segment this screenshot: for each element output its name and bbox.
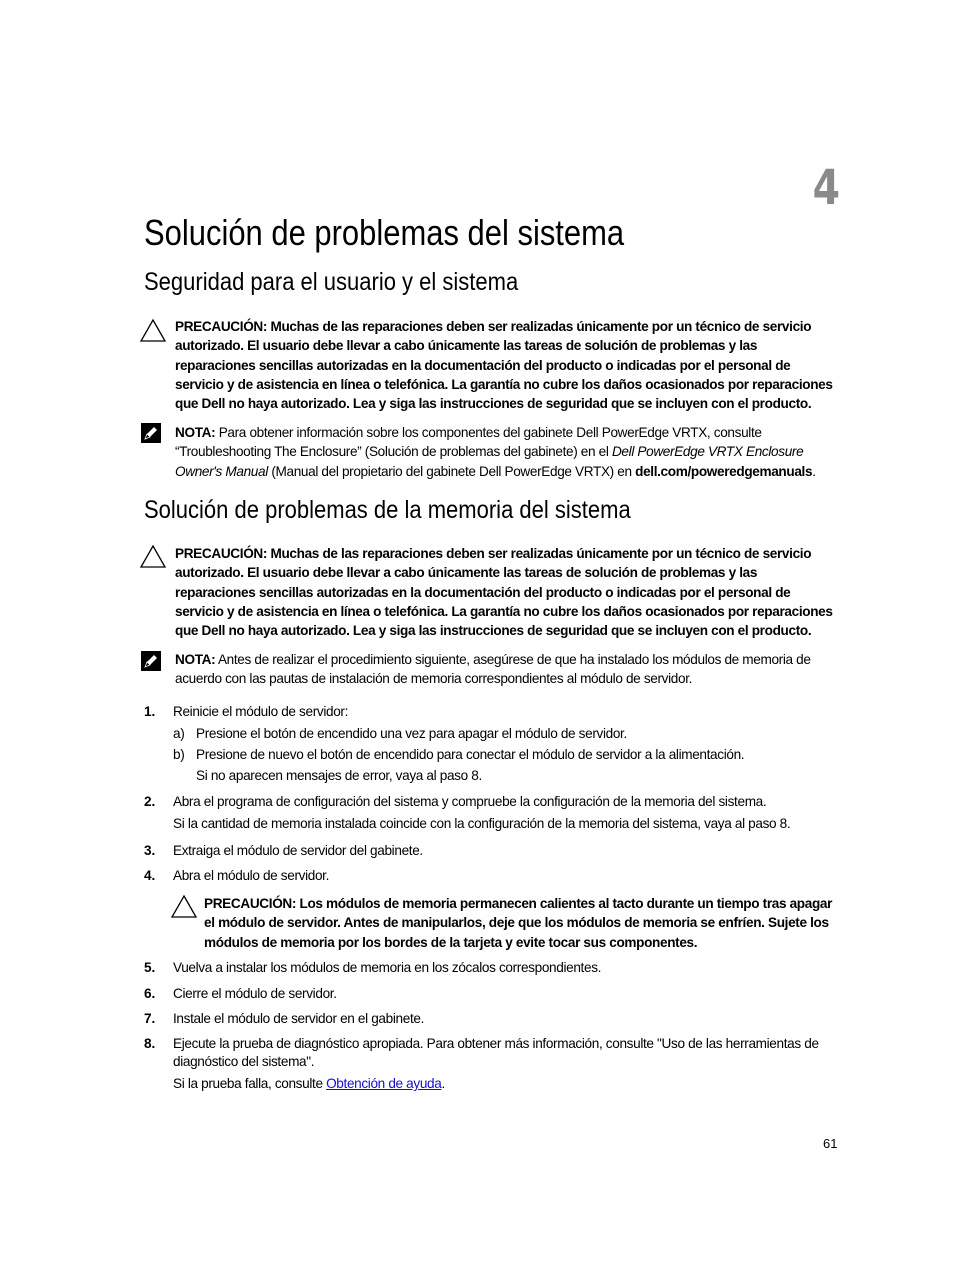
note-label: NOTA: xyxy=(175,425,216,440)
caution-label: PRECAUCIÓN: xyxy=(175,319,268,334)
step-number: 7. xyxy=(144,1011,156,1026)
caution-icon xyxy=(139,544,167,570)
step-text: Abra el módulo de servidor. xyxy=(173,868,330,883)
step-text: Extraiga el módulo de servidor del gabinete. xyxy=(173,843,423,858)
step-text: Abra el programa de configuración del sistema y compruebe la configuración de la memoria del sistema. xyxy=(173,794,767,809)
page-number: 61 xyxy=(823,1136,838,1151)
step-text: Cierre el módulo de servidor. xyxy=(173,986,337,1001)
manuals-url: dell.com/poweredgemanuals xyxy=(635,463,813,479)
caution-paragraph xyxy=(175,544,835,640)
help-link[interactable]: Obtención de ayuda xyxy=(326,1076,442,1091)
step-number: 6. xyxy=(144,986,156,1001)
caution-icon xyxy=(170,894,198,920)
substep-label: b) xyxy=(173,747,185,762)
substep-label: a) xyxy=(173,726,185,741)
step-note-end: . xyxy=(441,1076,445,1091)
step-note: Si la cantidad de memoria instalada coincide con la configuración de la memoria del sistema, vaya al paso 8. xyxy=(173,816,791,831)
substep-note: Si no aparecen mensajes de error, vaya al paso 8. xyxy=(196,768,482,783)
manual-title: Dell PowerEdge VRTX Enclosure Owner's Manual xyxy=(175,444,804,479)
step-text: Ejecute la prueba de diagnóstico apropiada. Para obtener más información, consulte "Uso de las herramientas de diagnóstico del sistema". xyxy=(173,1036,819,1069)
note-text: Para obtener información sobre los componentes del gabinete Dell PowerEdge VRTX, consulte “Troubleshooting The Enclosure” (Solución de problemas del gabinete) en el xyxy=(175,425,762,460)
note-text-2: (Manual del propietario del gabinete Dell PowerEdge VRTX) en xyxy=(267,463,636,479)
substep-text: Presione de nuevo el botón de encendido para conectar el módulo de servidor a la alimentación. xyxy=(196,747,745,762)
step-note xyxy=(173,1075,445,1093)
caution-text: Muchas de las reparaciones deben ser realizadas únicamente por un técnico de servicio autorizado. El usuario debe llevar a cabo únicamente las tareas de solución de problemas y las reparaciones sencillas autorizadas en la documentación del producto o indicadas por el personal de servicio y de asistencia en línea o telefónica. La garantía no cubre los daños ocasionados por reparaciones que Dell no haya autorizado. Lea y siga las instrucciones de seguridad que se incluyen con el producto. xyxy=(175,319,833,412)
substep-text: Presione el botón de encendido una vez para apagar el módulo de servidor. xyxy=(196,726,627,741)
caution-icon xyxy=(139,318,167,344)
step-text: Reinicie el módulo de servidor: xyxy=(173,704,349,719)
note-paragraph xyxy=(175,650,835,689)
caution-paragraph xyxy=(175,317,835,413)
step-number: 4. xyxy=(144,868,156,883)
step-number: 5. xyxy=(144,960,156,975)
note-end: . xyxy=(812,463,816,479)
step-number: 1. xyxy=(144,704,156,719)
caution-label: PRECAUCIÓN: xyxy=(175,546,268,561)
step-number: 2. xyxy=(144,794,156,809)
section-heading-memory: Solución de problemas de la memoria del sistema xyxy=(144,496,631,524)
note-paragraph xyxy=(175,423,835,481)
step-text: Instale el módulo de servidor en el gabinete. xyxy=(173,1011,425,1026)
note-label: NOTA: xyxy=(175,652,216,667)
caution-text: Los módulos de memoria permanecen calientes al tacto durante un tiempo tras apagar el módulo de servidor. Antes de manipularlos, deje que los módulos de memoria se enfríen. Sujete los módulos de memoria por los bordes de la tarjeta y evite tocar sus componentes. xyxy=(204,896,833,950)
caution-text: Muchas de las reparaciones deben ser realizadas únicamente por un técnico de servicio autorizado. El usuario debe llevar a cabo únicamente las tareas de solución de problemas y las reparaciones sencillas autorizadas en la documentación del producto o indicadas por el personal de servicio y de asistencia en línea o telefónica. La garantía no cubre los daños ocasionados por reparaciones que Dell no haya autorizado. Lea y siga las instrucciones de seguridad que se incluyen con el producto. xyxy=(175,546,833,639)
step-note-text: Si la prueba falla, consulte xyxy=(173,1076,327,1091)
step-number: 8. xyxy=(144,1036,156,1051)
note-text: Antes de realizar el procedimiento siguiente, asegúrese de que ha instalado los módulos de memoria de acuerdo con las pautas de instalación de memoria correspondientes al módulo de servidor. xyxy=(175,652,811,687)
caution-label: PRECAUCIÓN: xyxy=(204,896,297,911)
caution-paragraph xyxy=(204,894,834,952)
page-title: Solución de problemas del sistema xyxy=(144,212,625,253)
note-pencil-icon xyxy=(140,650,162,672)
step-number: 3. xyxy=(144,843,156,858)
step-text: Vuelva a instalar los módulos de memoria en los zócalos correspondientes. xyxy=(173,960,602,975)
chapter-number: 4 xyxy=(812,160,840,216)
section-heading-safety: Seguridad para el usuario y el sistema xyxy=(144,268,519,296)
note-pencil-icon xyxy=(140,422,162,444)
